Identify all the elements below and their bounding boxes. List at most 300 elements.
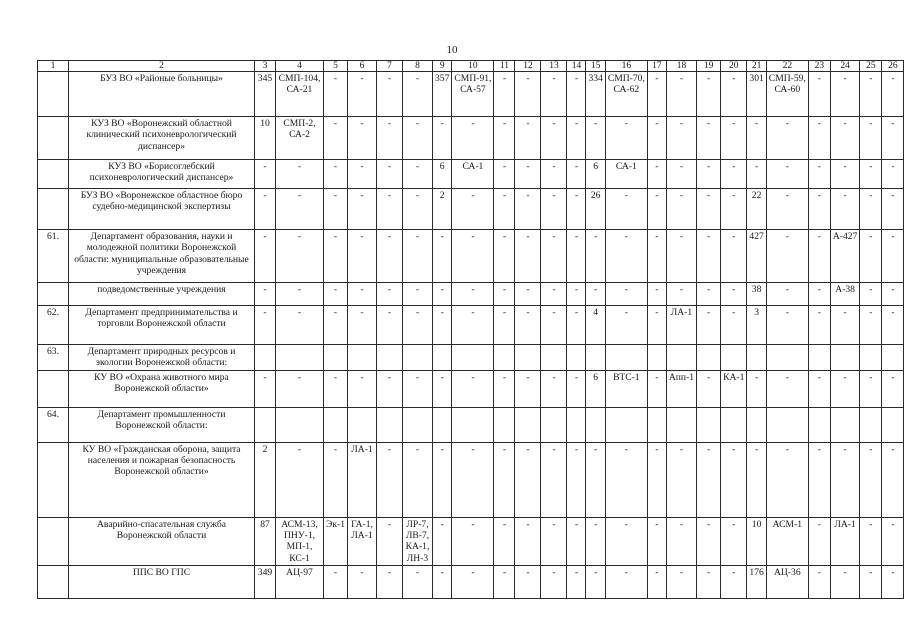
value-cell bbox=[766, 407, 808, 442]
value-cell: - bbox=[697, 72, 721, 117]
row-number bbox=[38, 160, 69, 189]
table-row bbox=[38, 117, 904, 160]
value-cell: - bbox=[808, 370, 830, 407]
value-cell: - bbox=[860, 160, 882, 189]
value-cell bbox=[830, 407, 860, 442]
value-cell: - bbox=[433, 306, 452, 345]
value-cell bbox=[452, 407, 494, 442]
value-cell: - bbox=[666, 72, 696, 117]
value-cell: - bbox=[541, 306, 567, 345]
value-cell: - bbox=[647, 283, 666, 306]
value-cell: - bbox=[860, 306, 882, 345]
value-cell: - bbox=[860, 517, 882, 565]
value-cell: - bbox=[541, 189, 567, 230]
value-cell: - bbox=[747, 370, 766, 407]
value-cell bbox=[403, 407, 433, 442]
value-cell: - bbox=[860, 72, 882, 117]
value-cell: - bbox=[515, 72, 541, 117]
value-cell: - bbox=[808, 117, 830, 160]
value-cell: - bbox=[697, 283, 721, 306]
value-cell: - bbox=[808, 306, 830, 345]
value-cell: - bbox=[324, 442, 348, 517]
value-cell: - bbox=[541, 230, 567, 283]
value-cell: 301 bbox=[747, 72, 766, 117]
value-cell bbox=[808, 407, 830, 442]
value-cell: - bbox=[830, 565, 860, 598]
value-cell: - bbox=[377, 72, 403, 117]
value-cell: - bbox=[494, 306, 515, 345]
value-cell: 345 bbox=[255, 72, 276, 117]
value-cell: - bbox=[433, 517, 452, 565]
column-number-9: 9 bbox=[433, 61, 452, 72]
value-cell: - bbox=[377, 306, 403, 345]
value-cell: ЛА-1 bbox=[830, 517, 860, 565]
value-cell: - bbox=[697, 442, 721, 517]
value-cell: - bbox=[324, 283, 348, 306]
value-cell: - bbox=[348, 117, 377, 160]
value-cell bbox=[515, 345, 541, 371]
value-cell: - bbox=[541, 442, 567, 517]
value-cell bbox=[276, 407, 324, 442]
value-cell: - bbox=[276, 370, 324, 407]
value-cell: - bbox=[494, 442, 515, 517]
value-cell: - bbox=[647, 517, 666, 565]
value-cell: - bbox=[567, 565, 586, 598]
value-cell: - bbox=[747, 160, 766, 189]
value-cell: - bbox=[647, 72, 666, 117]
value-cell: - bbox=[721, 565, 747, 598]
value-cell: - bbox=[666, 160, 696, 189]
value-cell: - bbox=[452, 517, 494, 565]
value-cell: СМП-70, СА-62 bbox=[605, 72, 647, 117]
value-cell: - bbox=[403, 117, 433, 160]
value-cell: 6 bbox=[586, 160, 605, 189]
value-cell: - bbox=[433, 442, 452, 517]
value-cell: - bbox=[766, 283, 808, 306]
value-cell: 3 bbox=[747, 306, 766, 345]
value-cell bbox=[605, 345, 647, 371]
value-cell: - bbox=[860, 565, 882, 598]
value-cell: - bbox=[721, 189, 747, 230]
column-number-24: 24 bbox=[830, 61, 860, 72]
value-cell bbox=[697, 345, 721, 371]
value-cell: - bbox=[403, 370, 433, 407]
value-cell: - bbox=[348, 160, 377, 189]
value-cell bbox=[766, 345, 808, 371]
value-cell: 334 bbox=[586, 72, 605, 117]
value-cell: - bbox=[666, 442, 696, 517]
value-cell: 87 bbox=[255, 517, 276, 565]
column-number-13: 13 bbox=[541, 61, 567, 72]
value-cell: АЦ-36 bbox=[766, 565, 808, 598]
value-cell: - bbox=[697, 230, 721, 283]
value-cell: - bbox=[697, 117, 721, 160]
value-cell: - bbox=[586, 442, 605, 517]
value-cell bbox=[348, 345, 377, 371]
value-cell: ЛА-1 bbox=[348, 442, 377, 517]
value-cell: - bbox=[647, 117, 666, 160]
value-cell: - bbox=[276, 160, 324, 189]
column-number-17: 17 bbox=[647, 61, 666, 72]
value-cell: - bbox=[348, 72, 377, 117]
value-cell: - bbox=[567, 517, 586, 565]
value-cell: - bbox=[586, 517, 605, 565]
row-number bbox=[38, 370, 69, 407]
value-cell: - bbox=[377, 117, 403, 160]
value-cell: 349 bbox=[255, 565, 276, 598]
value-cell: - bbox=[324, 189, 348, 230]
value-cell: - bbox=[452, 189, 494, 230]
value-cell bbox=[860, 407, 882, 442]
value-cell: ЛР-7, ЛВ-7, КА-1, ЛН-3 bbox=[403, 517, 433, 565]
column-number-23: 23 bbox=[808, 61, 830, 72]
value-cell bbox=[494, 407, 515, 442]
row-number: 62. bbox=[38, 306, 69, 345]
value-cell: - bbox=[808, 565, 830, 598]
value-cell: - bbox=[377, 160, 403, 189]
value-cell bbox=[860, 345, 882, 371]
value-cell bbox=[586, 345, 605, 371]
value-cell bbox=[882, 345, 904, 371]
table-row bbox=[38, 407, 904, 442]
value-cell: - bbox=[276, 283, 324, 306]
value-cell: - bbox=[586, 283, 605, 306]
column-number-14: 14 bbox=[567, 61, 586, 72]
value-cell: - bbox=[494, 189, 515, 230]
value-cell: - bbox=[567, 117, 586, 160]
column-number-12: 12 bbox=[515, 61, 541, 72]
value-cell: - bbox=[541, 283, 567, 306]
value-cell: - bbox=[647, 370, 666, 407]
value-cell: АСМ-13, ПНУ-1, МП-1, КС-1 bbox=[276, 517, 324, 565]
value-cell: - bbox=[766, 306, 808, 345]
value-cell: - bbox=[515, 230, 541, 283]
value-cell: 357 bbox=[433, 72, 452, 117]
column-number-7: 7 bbox=[377, 61, 403, 72]
value-cell: - bbox=[377, 189, 403, 230]
value-cell: - bbox=[515, 306, 541, 345]
value-cell: - bbox=[766, 189, 808, 230]
value-cell bbox=[255, 407, 276, 442]
value-cell bbox=[433, 407, 452, 442]
value-cell: - bbox=[666, 189, 696, 230]
value-cell: - bbox=[605, 283, 647, 306]
value-cell: - bbox=[567, 283, 586, 306]
value-cell: - bbox=[348, 565, 377, 598]
value-cell: - bbox=[747, 442, 766, 517]
value-cell: - bbox=[452, 306, 494, 345]
value-cell: 6 bbox=[586, 370, 605, 407]
column-number-6: 6 bbox=[348, 61, 377, 72]
value-cell: - bbox=[882, 517, 904, 565]
value-cell: - bbox=[808, 230, 830, 283]
value-cell: Эк-1 bbox=[324, 517, 348, 565]
value-cell: - bbox=[452, 117, 494, 160]
value-cell: 6 bbox=[433, 160, 452, 189]
value-cell: - bbox=[860, 230, 882, 283]
value-cell: - bbox=[721, 72, 747, 117]
value-cell: - bbox=[403, 189, 433, 230]
value-cell bbox=[567, 345, 586, 371]
value-cell: - bbox=[808, 442, 830, 517]
value-cell: - bbox=[324, 565, 348, 598]
organization-name: КУЗ ВО «Воронежский областной клинический психоневрологический диспансер» bbox=[69, 117, 255, 160]
value-cell: - bbox=[697, 370, 721, 407]
value-cell: - bbox=[515, 517, 541, 565]
value-cell: 10 bbox=[255, 117, 276, 160]
value-cell: - bbox=[515, 189, 541, 230]
value-cell: - bbox=[697, 565, 721, 598]
value-cell bbox=[348, 407, 377, 442]
value-cell: - bbox=[541, 117, 567, 160]
table-row bbox=[38, 517, 904, 565]
value-cell: ГА-1, ЛА-1 bbox=[348, 517, 377, 565]
value-cell: - bbox=[452, 283, 494, 306]
value-cell: - bbox=[403, 442, 433, 517]
table-row bbox=[38, 72, 904, 117]
value-cell: - bbox=[567, 230, 586, 283]
organization-name: Аварийно-спасательная служба Воронежской области bbox=[69, 517, 255, 565]
value-cell: - bbox=[433, 230, 452, 283]
value-cell: - bbox=[494, 517, 515, 565]
table-row bbox=[38, 189, 904, 230]
value-cell: - bbox=[494, 160, 515, 189]
value-cell: - bbox=[647, 565, 666, 598]
value-cell: - bbox=[666, 230, 696, 283]
organization-name: Департамент природных ресурсов и экологии Воронежской области: bbox=[69, 345, 255, 371]
value-cell: - bbox=[766, 117, 808, 160]
value-cell bbox=[830, 345, 860, 371]
organization-name: БУЗ ВО «Районые больницы» bbox=[69, 72, 255, 117]
value-cell: - bbox=[830, 160, 860, 189]
value-cell: - bbox=[541, 72, 567, 117]
value-cell: - bbox=[830, 370, 860, 407]
value-cell: - bbox=[808, 72, 830, 117]
value-cell: - bbox=[348, 189, 377, 230]
row-number bbox=[38, 517, 69, 565]
value-cell: А-427 bbox=[830, 230, 860, 283]
value-cell: 427 bbox=[747, 230, 766, 283]
value-cell bbox=[541, 407, 567, 442]
column-number-21: 21 bbox=[747, 61, 766, 72]
value-cell: - bbox=[605, 306, 647, 345]
value-cell: - bbox=[882, 442, 904, 517]
value-cell: - bbox=[494, 565, 515, 598]
row-number: 64. bbox=[38, 407, 69, 442]
value-cell: СА-1 bbox=[605, 160, 647, 189]
value-cell: - bbox=[324, 230, 348, 283]
value-cell: 38 bbox=[747, 283, 766, 306]
value-cell: - bbox=[348, 230, 377, 283]
column-number-2: 2 bbox=[69, 61, 255, 72]
value-cell: - bbox=[255, 283, 276, 306]
value-cell: - bbox=[494, 230, 515, 283]
value-cell: - bbox=[605, 189, 647, 230]
value-cell bbox=[586, 407, 605, 442]
organization-name: подведомственные учреждения bbox=[69, 283, 255, 306]
value-cell bbox=[882, 407, 904, 442]
table-row bbox=[38, 306, 904, 345]
value-cell: - bbox=[494, 283, 515, 306]
row-number: 63. bbox=[38, 345, 69, 371]
value-cell: - bbox=[882, 370, 904, 407]
table-row bbox=[38, 442, 904, 517]
value-cell: - bbox=[697, 306, 721, 345]
value-cell: - bbox=[647, 230, 666, 283]
value-cell: - bbox=[403, 283, 433, 306]
value-cell: - bbox=[403, 306, 433, 345]
organization-name: Департамент промышленности Воронежской области: bbox=[69, 407, 255, 442]
value-cell: - bbox=[647, 442, 666, 517]
value-cell: - bbox=[324, 160, 348, 189]
value-cell: - bbox=[377, 565, 403, 598]
row-number bbox=[38, 565, 69, 598]
value-cell: - bbox=[567, 306, 586, 345]
value-cell bbox=[433, 345, 452, 371]
value-cell: - bbox=[882, 117, 904, 160]
organization-name: Департамент предпринимательства и торговли Воронежской области bbox=[69, 306, 255, 345]
value-cell: - bbox=[403, 72, 433, 117]
value-cell bbox=[324, 345, 348, 371]
column-number-row bbox=[38, 61, 904, 72]
value-cell: - bbox=[324, 370, 348, 407]
column-number-16: 16 bbox=[605, 61, 647, 72]
table-row bbox=[38, 160, 904, 189]
value-cell: - bbox=[605, 117, 647, 160]
value-cell: - bbox=[494, 72, 515, 117]
value-cell: - bbox=[276, 230, 324, 283]
value-cell: - bbox=[647, 160, 666, 189]
value-cell bbox=[666, 345, 696, 371]
value-cell: СА-1 bbox=[452, 160, 494, 189]
value-cell bbox=[808, 345, 830, 371]
value-cell: - bbox=[721, 230, 747, 283]
value-cell: - bbox=[452, 442, 494, 517]
value-cell: - bbox=[830, 442, 860, 517]
table-row bbox=[38, 370, 904, 407]
value-cell: АЦ-97 bbox=[276, 565, 324, 598]
value-cell: - bbox=[586, 230, 605, 283]
value-cell: - bbox=[666, 565, 696, 598]
value-cell: - bbox=[860, 117, 882, 160]
value-cell: - bbox=[255, 230, 276, 283]
row-number: 61. bbox=[38, 230, 69, 283]
value-cell: - bbox=[605, 230, 647, 283]
value-cell: - bbox=[666, 517, 696, 565]
column-number-26: 26 bbox=[882, 61, 904, 72]
value-cell: - bbox=[605, 517, 647, 565]
value-cell: Апп-1 bbox=[666, 370, 696, 407]
value-cell bbox=[647, 345, 666, 371]
column-number-1: 1 bbox=[38, 61, 69, 72]
value-cell: - bbox=[830, 72, 860, 117]
value-cell: СМП-104, СА-21 bbox=[276, 72, 324, 117]
organization-name: Департамент образования, науки и молодежной политики Воронежской области: муниципальные образовательные учреждения bbox=[69, 230, 255, 283]
value-cell: - bbox=[433, 565, 452, 598]
column-number-5: 5 bbox=[324, 61, 348, 72]
value-cell: - bbox=[515, 370, 541, 407]
value-cell bbox=[377, 345, 403, 371]
value-cell: - bbox=[494, 117, 515, 160]
column-number-15: 15 bbox=[586, 61, 605, 72]
value-cell: ЛА-1 bbox=[666, 306, 696, 345]
value-cell bbox=[541, 345, 567, 371]
value-cell: - bbox=[721, 306, 747, 345]
value-cell: - bbox=[541, 517, 567, 565]
value-cell: - bbox=[860, 189, 882, 230]
column-number-11: 11 bbox=[494, 61, 515, 72]
organization-name: ППС ВО ГПС bbox=[69, 565, 255, 598]
value-cell: - bbox=[766, 370, 808, 407]
value-cell: - bbox=[348, 370, 377, 407]
value-cell: - bbox=[541, 160, 567, 189]
table-row bbox=[38, 345, 904, 371]
value-cell: - bbox=[276, 442, 324, 517]
value-cell: 176 bbox=[747, 565, 766, 598]
value-cell: - bbox=[515, 565, 541, 598]
value-cell: - bbox=[830, 117, 860, 160]
value-cell: - bbox=[276, 189, 324, 230]
value-cell: - bbox=[721, 117, 747, 160]
value-cell: - bbox=[882, 283, 904, 306]
value-cell bbox=[324, 407, 348, 442]
value-cell: - bbox=[377, 283, 403, 306]
value-cell: - bbox=[666, 283, 696, 306]
value-cell: - bbox=[586, 565, 605, 598]
value-cell: СМП-59, СА-60 bbox=[766, 72, 808, 117]
value-cell bbox=[567, 407, 586, 442]
value-cell: - bbox=[860, 370, 882, 407]
value-cell: - bbox=[403, 565, 433, 598]
value-cell: - bbox=[647, 306, 666, 345]
value-cell bbox=[605, 407, 647, 442]
value-cell: - bbox=[324, 306, 348, 345]
column-number-22: 22 bbox=[766, 61, 808, 72]
value-cell bbox=[647, 407, 666, 442]
value-cell: 2 bbox=[255, 442, 276, 517]
value-cell: - bbox=[830, 306, 860, 345]
value-cell: - bbox=[808, 283, 830, 306]
value-cell: - bbox=[647, 189, 666, 230]
organization-name: БУЗ ВО «Воронежское областное бюро судебно-медицинской экспертизы bbox=[69, 189, 255, 230]
value-cell bbox=[666, 407, 696, 442]
value-cell: - bbox=[567, 72, 586, 117]
value-cell: КА-1 bbox=[721, 370, 747, 407]
value-cell: - bbox=[515, 160, 541, 189]
value-cell: - bbox=[515, 117, 541, 160]
table-row bbox=[38, 230, 904, 283]
value-cell: - bbox=[494, 370, 515, 407]
value-cell: - bbox=[452, 230, 494, 283]
value-cell: - bbox=[377, 517, 403, 565]
document-table bbox=[37, 60, 904, 599]
value-cell: - bbox=[324, 72, 348, 117]
value-cell bbox=[721, 407, 747, 442]
value-cell bbox=[515, 407, 541, 442]
value-cell: - bbox=[567, 160, 586, 189]
value-cell: АСМ-1 bbox=[766, 517, 808, 565]
value-cell: - bbox=[721, 517, 747, 565]
value-cell: - bbox=[255, 189, 276, 230]
page-number: 10 bbox=[446, 44, 458, 56]
value-cell bbox=[747, 345, 766, 371]
value-cell bbox=[494, 345, 515, 371]
organization-name: КУ ВО «Гражданская оборона, защита населения и пожарная безопасность Воронежской области» bbox=[69, 442, 255, 517]
value-cell: - bbox=[348, 283, 377, 306]
value-cell: - bbox=[882, 72, 904, 117]
value-cell: - bbox=[255, 306, 276, 345]
value-cell: - bbox=[452, 565, 494, 598]
